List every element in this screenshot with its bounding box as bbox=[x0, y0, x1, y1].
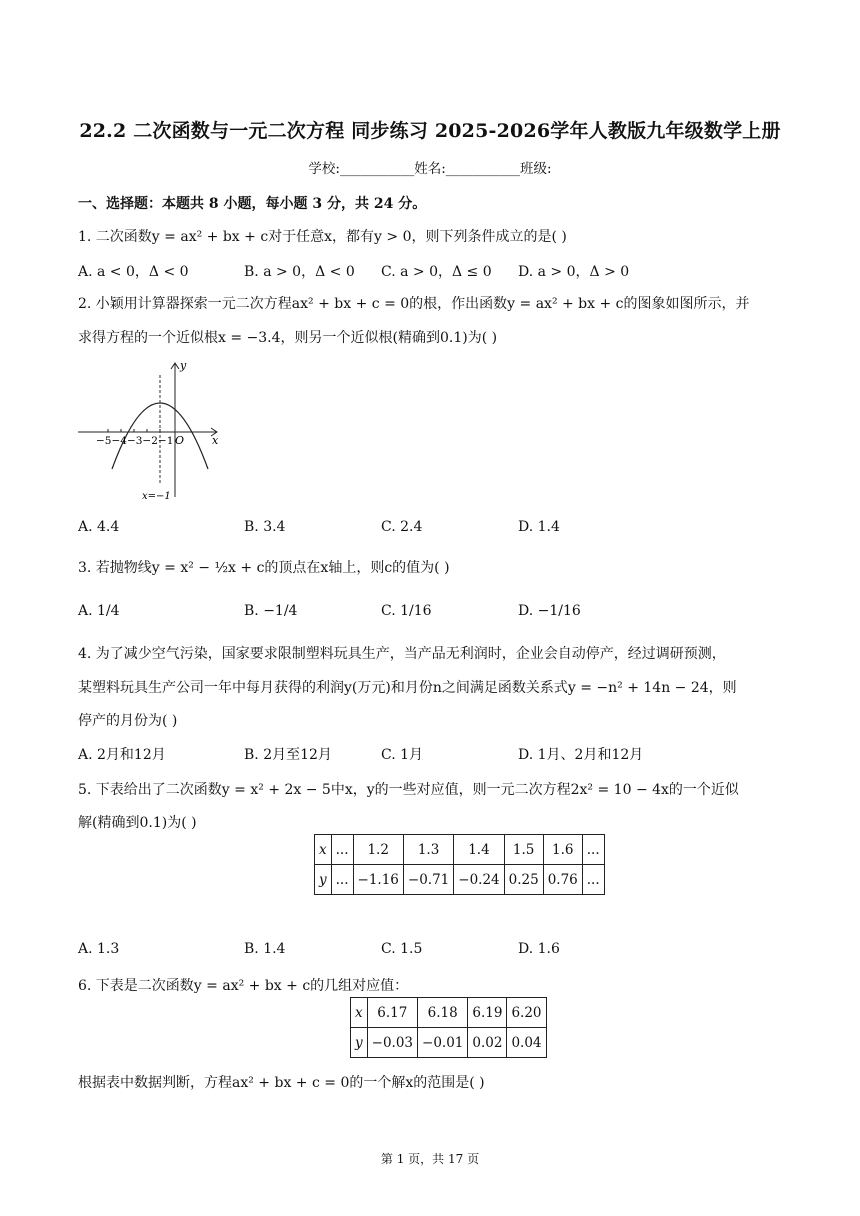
table-cell: ... bbox=[582, 865, 604, 895]
table-cell: 0.76 bbox=[543, 865, 582, 895]
question-1-stem: 1. 二次函数y = ax² + bx + c对于任意x，都有y > 0，则下列条件成立的是( ) bbox=[78, 229, 567, 245]
question-2-stem-line1: 2. 小颖用计算器探索一元二次方程ax² + bx + c = 0的根，作出函数y = ax² + bx + c的图象如图所示，并 bbox=[78, 296, 750, 312]
q2-option-a: A. 4.4 bbox=[78, 519, 120, 535]
table-cell: −1.16 bbox=[353, 865, 403, 895]
section-heading: 一、选择题：本题共 8 小题，每小题 3 分，共 24 分。 bbox=[78, 196, 427, 212]
q6-value-table bbox=[350, 997, 547, 1058]
q5-option-d: D. 1.6 bbox=[518, 941, 560, 957]
tick-labels: −5−4−3−2−1 bbox=[96, 435, 174, 447]
table-cell: y bbox=[351, 1028, 368, 1058]
table-cell: x bbox=[351, 998, 368, 1028]
q5-value-table bbox=[314, 834, 605, 895]
q4-option-a: A. 2月和12月 bbox=[78, 747, 166, 763]
student-info-line: 学校:___________姓名:___________班级: bbox=[308, 161, 552, 177]
table-cell: ... bbox=[331, 865, 353, 895]
table-cell: ... bbox=[331, 835, 353, 865]
table-cell: 0.25 bbox=[504, 865, 543, 895]
page-title: 22.2 二次函数与一元二次方程 同步练习 2025-2026学年人教版九年级数学上册 bbox=[79, 120, 781, 142]
q4-option-c: C. 1月 bbox=[381, 747, 424, 763]
question-4-stem-line1: 4. 为了减少空气污染，国家要求限制塑料玩具生产，当产品无利润时，企业会自动停产，经过调研预测， bbox=[78, 646, 726, 662]
q3-option-c: C. 1/16 bbox=[381, 603, 432, 619]
symmetry-axis-label: x=−1 bbox=[142, 491, 171, 502]
table-cell: −0.01 bbox=[418, 1028, 468, 1058]
table-cell: 1.3 bbox=[403, 835, 453, 865]
table-cell: −0.03 bbox=[367, 1028, 417, 1058]
page-footer: 第 1 页，共 17 页 bbox=[380, 1152, 480, 1166]
q1-option-a: A. a < 0，Δ < 0 bbox=[78, 264, 189, 280]
table-cell: 1.6 bbox=[543, 835, 582, 865]
question-5-stem-line2: 解(精确到0.1)为( ) bbox=[78, 815, 197, 831]
question-6-stem: 6. 下表是二次函数y = ax² + bx + c的几组对应值： bbox=[78, 978, 409, 994]
y-axis-label: y bbox=[180, 359, 187, 372]
x-axis-label: x bbox=[212, 434, 219, 447]
q5-option-c: C. 1.5 bbox=[381, 941, 423, 957]
table-cell: 6.17 bbox=[367, 998, 417, 1028]
q3-option-d: D. −1/16 bbox=[518, 603, 581, 619]
table-row bbox=[315, 865, 605, 895]
table-row bbox=[351, 1028, 547, 1058]
question-4-stem-line3: 停产的月份为( ) bbox=[78, 713, 178, 729]
table-cell: 1.4 bbox=[454, 835, 504, 865]
table-cell: −0.71 bbox=[403, 865, 453, 895]
q5-option-a: A. 1.3 bbox=[78, 941, 120, 957]
table-cell: 0.04 bbox=[507, 1028, 546, 1058]
table-cell: ... bbox=[582, 835, 604, 865]
q2-option-c: C. 2.4 bbox=[381, 519, 423, 535]
q4-option-d: D. 1月、2月和12月 bbox=[518, 747, 644, 763]
q1-option-c: C. a > 0，Δ ≤ 0 bbox=[381, 264, 492, 280]
question-3-stem: 3. 若抛物线y = x² − ½x + c的顶点在x轴上，则c的值为( ) bbox=[78, 560, 450, 576]
table-row bbox=[315, 835, 605, 865]
parabola-figure bbox=[74, 357, 234, 505]
question-2-stem-line2: 求得方程的一个近似根x = −3.4，则另一个近似根(精确到0.1)为( ) bbox=[78, 330, 498, 346]
q4-option-b: B. 2月至12月 bbox=[244, 747, 332, 763]
table-cell: 1.5 bbox=[504, 835, 543, 865]
table-cell: 6.19 bbox=[468, 998, 507, 1028]
q3-option-a: A. 1/4 bbox=[78, 603, 120, 619]
q1-option-d: D. a > 0，Δ > 0 bbox=[518, 264, 630, 280]
question-5-stem-line1: 5. 下表给出了二次函数y = x² + 2x − 5中x，y的一些对应值，则一元二次方程2x² = 10 − 4x的一个近似 bbox=[78, 782, 739, 798]
question-6-after-text: 根据表中数据判断，方程ax² + bx + c = 0的一个解x的范围是( ) bbox=[78, 1075, 485, 1091]
q3-option-b: B. −1/4 bbox=[244, 603, 298, 619]
origin-label: O bbox=[175, 434, 185, 447]
table-cell: 6.18 bbox=[418, 998, 468, 1028]
table-cell: −0.24 bbox=[454, 865, 504, 895]
q2-option-b: B. 3.4 bbox=[244, 519, 286, 535]
q5-option-b: B. 1.4 bbox=[244, 941, 286, 957]
q2-option-d: D. 1.4 bbox=[518, 519, 560, 535]
q1-option-b: B. a > 0，Δ < 0 bbox=[244, 264, 355, 280]
table-cell: x bbox=[315, 835, 332, 865]
table-cell: 0.02 bbox=[468, 1028, 507, 1058]
table-cell: 6.20 bbox=[507, 998, 546, 1028]
table-cell: y bbox=[315, 865, 332, 895]
question-4-stem-line2: 某塑料玩具生产公司一年中每月获得的利润y(万元)和月份n之间满足函数关系式y = −n² + 14n − 24，则 bbox=[78, 680, 737, 696]
table-cell: 1.2 bbox=[353, 835, 403, 865]
table-row bbox=[351, 998, 547, 1028]
